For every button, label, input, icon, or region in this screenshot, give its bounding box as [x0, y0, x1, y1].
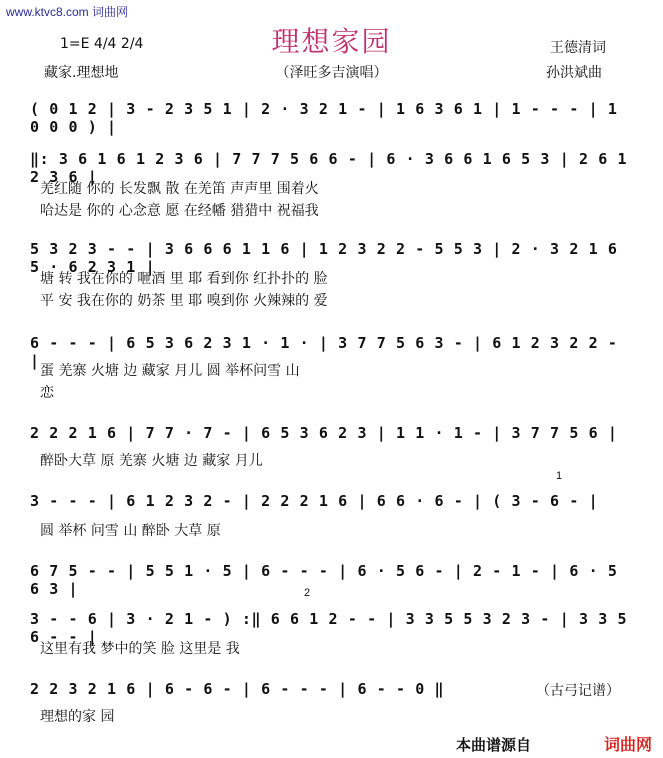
- notation-line: 2 2 3 2 1 6 | 6 - 6 - | 6 - - - | 6 - - 0 ‖: [30, 680, 445, 698]
- site-logo[interactable]: 词曲网: [604, 735, 653, 754]
- source-note: 本曲谱源自: [456, 736, 532, 754]
- notation-line: 3 - - 6 | 3 · 2 1 - ) :‖ 6 6 1 2 - - | 3 3 5 5 3 2 3 - | 3 3 5 6 - - |: [30, 610, 628, 646]
- lyric-line: 羌红随 你的 长发飘 散 在羌笛 声声里 围着火: [40, 181, 319, 197]
- notation-line: ( 0 1 2 | 3 - 2 3 5 1 | 2 · 3 2 1 - | 1 6 3 6 1 | 1 - - - | 1 0 0 0 ) |: [30, 100, 618, 136]
- lyric-line: 蛋 羌寨 火塘 边 藏家 月儿 圆 举杯问雪 山: [40, 363, 300, 379]
- left-subtitle: 藏家.理想地: [44, 65, 119, 81]
- notation-line: 6 7 5 - - | 5 5 1 · 5 | 6 - - - | 6 · 5 6 - | 2 - 1 - | 6 · 5 6 3 |: [30, 562, 618, 598]
- lyric-line: 醉卧大草 原 羌寨 火塘 边 藏家 月儿: [40, 453, 263, 469]
- lyric-line: 平 安 我在你的 奶茶 里 耶 嗅到你 火辣辣的 爱: [40, 293, 328, 309]
- lyric-line: 这里有我 梦中的笑 脸 这里是 我: [40, 641, 240, 657]
- notation-line: 3 - - - | 6 1 2 3 2 - | 2 2 2 1 6 | 6 6 · 6 - | ( 3 - 6 - |: [30, 492, 599, 510]
- lyric-line: 塘 转 我在你的 咂酒 里 耶 看到你 红扑扑的 脸: [40, 271, 328, 287]
- lyric-line: 恋: [40, 385, 54, 401]
- performer-subtitle: （泽旺多吉演唱）: [275, 65, 388, 81]
- key-time-signature: 1=E 4/4 2/4: [60, 36, 144, 52]
- recorder-credit: （古弓记谱）: [536, 683, 620, 699]
- composer: 孙洪斌曲: [546, 65, 602, 81]
- notation-line: 2 2 2 1 6 | 7 7 · 7 - | 6 5 3 6 2 3 | 1 1 · 1 - | 3 7 7 5 6 |: [30, 424, 618, 442]
- lyric-line: 圆 举杯 问雪 山 醉卧 大草 原: [40, 523, 221, 539]
- song-title: 理想家园: [271, 25, 392, 58]
- lyric-line: 理想的家 园: [40, 709, 115, 725]
- watermark: www.ktvc8.com 词曲网: [6, 5, 129, 19]
- notation-line: 5 3 2 3 - - | 3 6 6 6 1 1 6 | 1 2 3 2 2 - 5 5 3 | 2 · 3 2 1 6 5 · 6 2 3 1 |: [30, 240, 618, 276]
- ending-mark-1: 1: [556, 470, 563, 482]
- notation-line: ‖: 3 6 1 6 1 2 3 6 | 7 7 7 5 6 6 - | 6 · 3 6 6 1 6 5 3 | 2 6 1 2 3 6 |: [30, 150, 628, 186]
- notation-line: 6 - - - | 6 5 3 6 2 3 1 · 1 · | 3 7 7 5 6 3 - | 6 1 2 3 2 2 - |: [30, 334, 618, 370]
- ending-mark-2: 2: [304, 587, 311, 599]
- lyric-line: 哈达是 你的 心念意 愿 在经幡 猎猎中 祝福我: [40, 203, 319, 219]
- lyricist: 王德清词: [550, 40, 606, 56]
